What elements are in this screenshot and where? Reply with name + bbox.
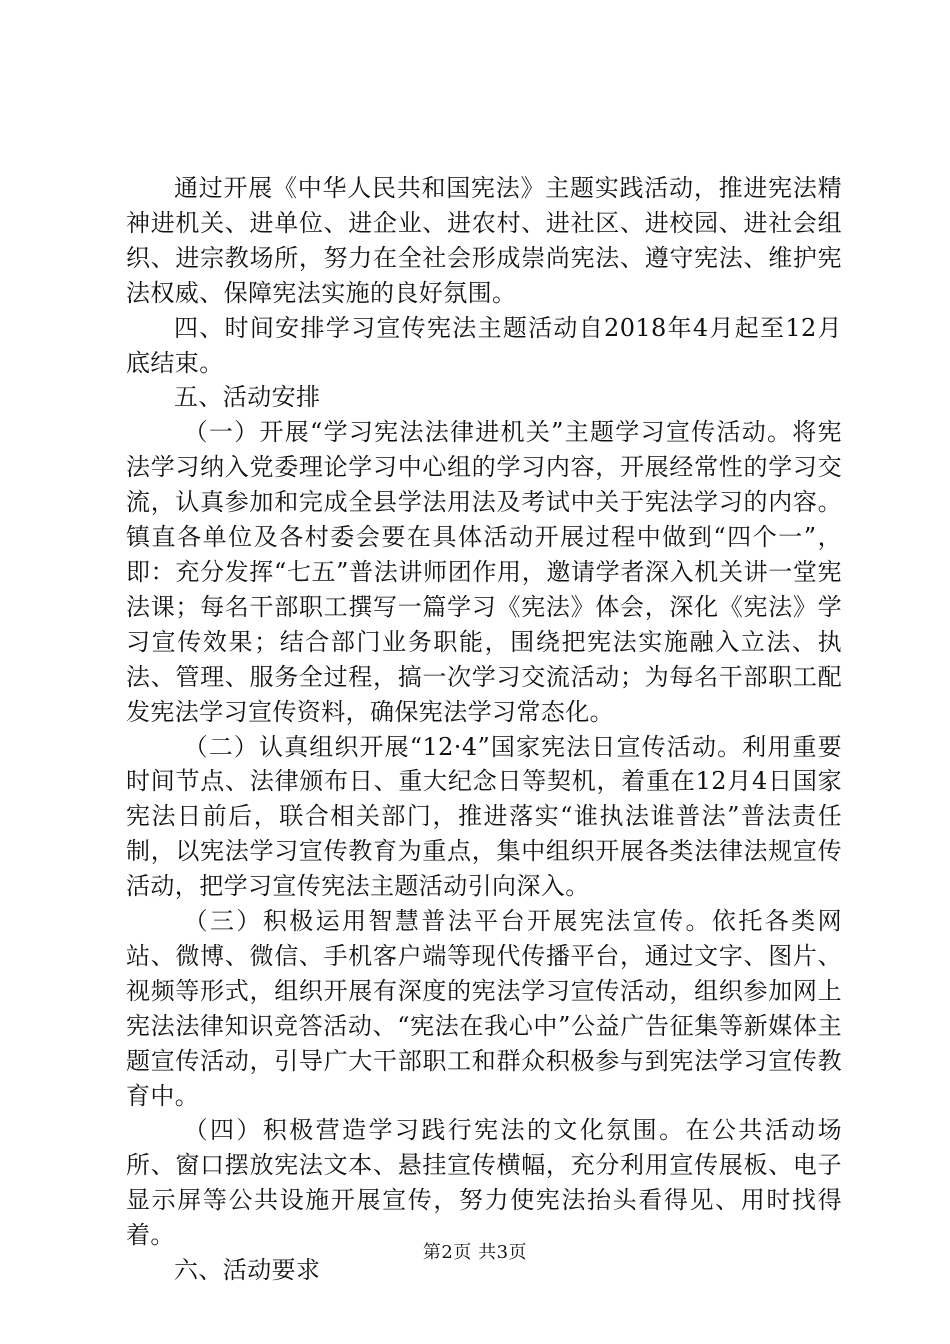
heading-activity-requirements: 六、活动要求 (174, 1256, 321, 1285)
paragraph-item-4: （四）积极营造学习践行宪法的文化氛围。在公共活动场所、窗口摆放宪法文本、悬挂宣传横幅，充分利用宣传展板、电子显示屏等公共设施开展宣传，努力使宪法抬头看得见、用时找得着。 (126, 1116, 842, 1250)
document-body (126, 171, 842, 1288)
paragraph-schedule: 四、时间安排学习宣传宪法主题活动自2018年4月起至12月底结束。 (126, 313, 842, 377)
paragraph-intro: 通过开展《中华人民共和国宪法》主题实践活动，推进宪法精神进机关、进单位、进企业、进农村、进社区、进校园、进社会组织、进宗教场所，努力在全社会形成崇尚宪法、遵守宪法、维护宪法权威、保障宪法实施的良好氛围。 (126, 174, 842, 307)
page-number-footer: 第2页 共3页 (422, 1242, 528, 1263)
paragraph-item-2: （二）认真组织开展“12·4”国家宪法日宣传活动。利用重要时间节点、法律颁布日、重大纪念日等契机，着重在12月4日国家宪法日前后，联合相关部门，推进落实“谁执法谁普法”普法责任制，以宪法学习宣传教育为重点，集中组织开展各类法律法规宣传活动，把学习宣传宪法主题活动引向深入。 (126, 732, 842, 901)
paragraph-item-3: （三）积极运用智慧普法平台开展宪法宣传。依托各类网站、微博、微信、手机客户端等现代传播平台，通过文字、图片、视频等形式，组织开展有深度的宪法学习宣传活动，组织参加网上宪法法律知识竞答活动、“宪法在我心中”公益广告征集等新媒体主题宣传活动，引导广大干部职工和群众积极参与到宪法学习宣传教育中。 (126, 907, 842, 1110)
heading-activity-arrangement: 五、活动安排 (174, 383, 321, 412)
paragraph-item-1: （一）开展“学习宪法法律进机关”主题学习宣传活动。将宪法学习纳入党委理论学习中心组的学习内容，开展经常性的学习交流，认真参加和完成全县学法用法及考试中关于宪法学习的内容。镇直各单位及各村委会要在具体活动开展过程中做到“四个一”，即：充分发挥“七五”普法讲师团作用，邀请学者深入机关讲一堂宪法课；每名干部职工撰写一篇学习《宪法》体会，深化《宪法》学习宣传效果；结合部门业务职能，围绕把宪法实施融入立法、执法、管理、服务全过程，搞一次学习交流活动；为每名干部职工配发宪法学习宣传资料，确保宪法学习常态化。 (126, 418, 842, 726)
